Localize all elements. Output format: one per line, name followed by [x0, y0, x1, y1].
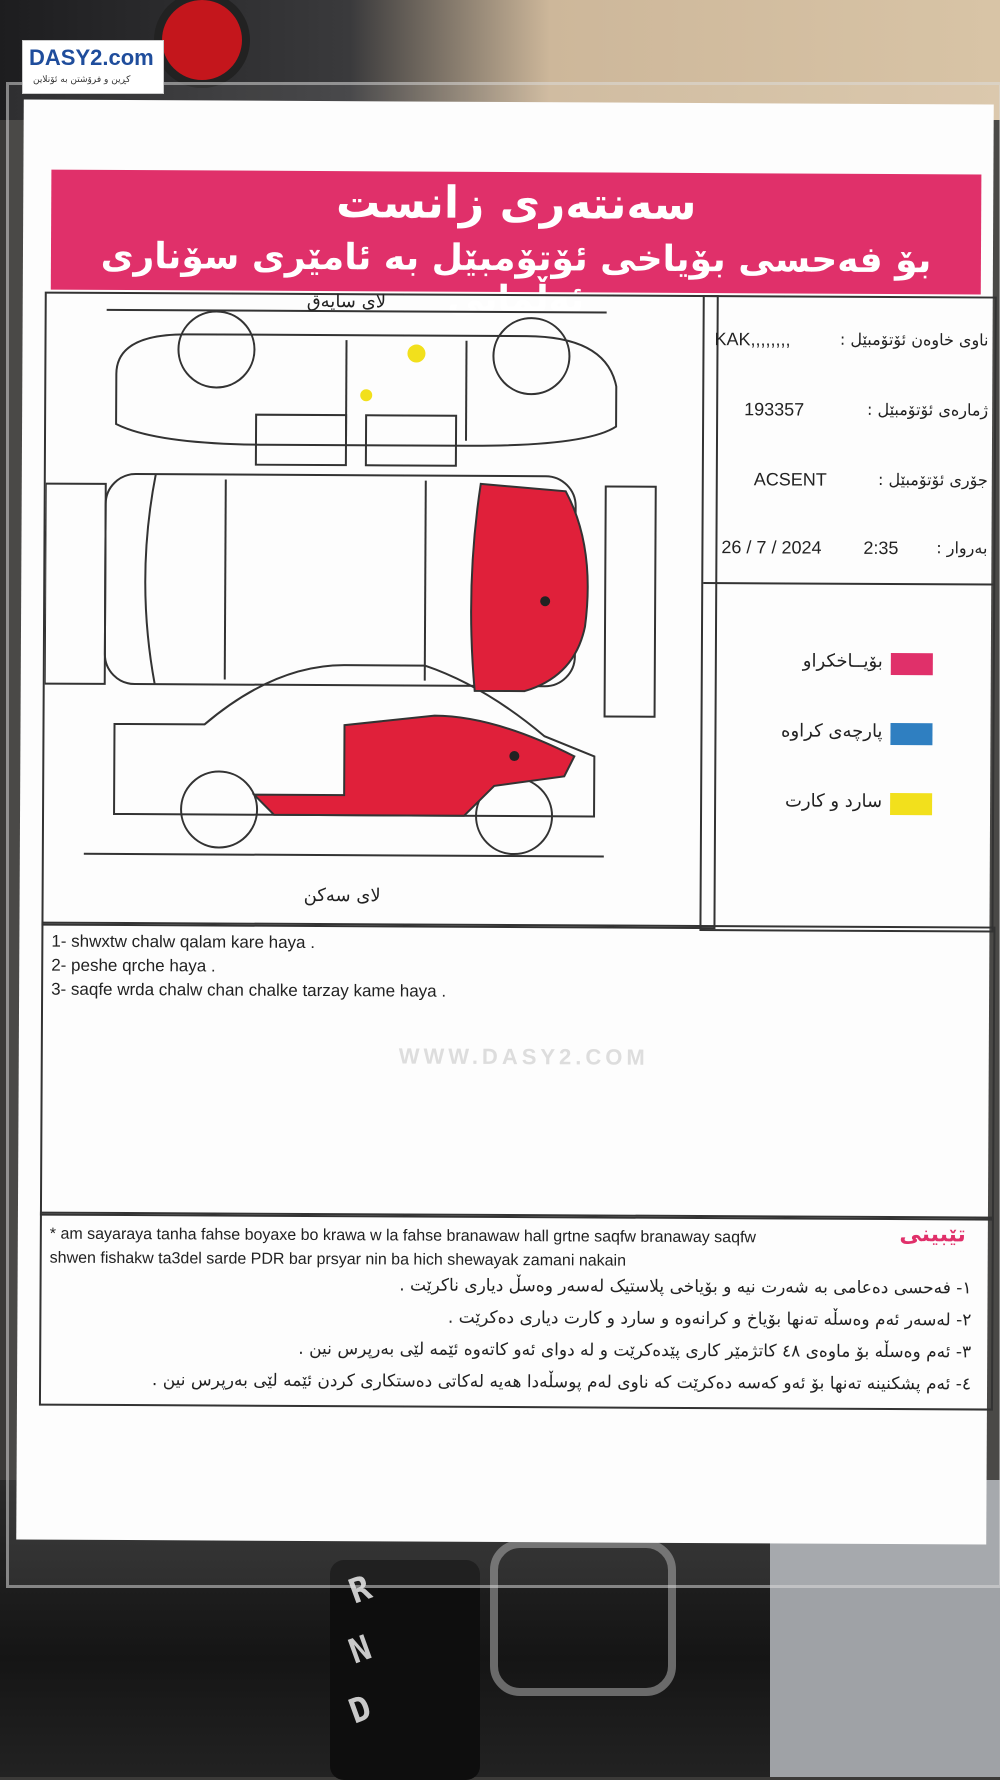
- terms-english-2: shwen fishakw ta3del sarde PDR bar prsyar nin ba hich shewayak zamani nakain: [49, 1249, 627, 1270]
- terms-line-1: ١- فەحسی دەعامی بە شەرت نیە و بۆیاخی پلاستیک لەسەر وەسڵ دیاری ناکرێت .: [399, 1275, 972, 1299]
- note-3: 3- saqfe wrda chalw chan chalke tarzay kame haya .: [51, 979, 447, 1001]
- legend-cold: [702, 782, 992, 824]
- type-label: جۆری ئۆتۆمبێل :: [877, 469, 988, 490]
- number-label: ژمارەی ئۆتۆمبێل :: [866, 399, 989, 420]
- legend-opened-swatch: [890, 723, 932, 745]
- legend-opened-label: پارچەی کراوە: [781, 720, 883, 742]
- number-row: [704, 387, 994, 439]
- date-value: 26 / 7 / 2024: [721, 537, 822, 558]
- note-2: 2- peshe qrche haya .: [51, 955, 216, 976]
- info-panel: [699, 295, 996, 933]
- dasy2-logo: [22, 40, 164, 94]
- legend-cold-swatch: [890, 793, 932, 815]
- driver-side-label: لای سایەق: [306, 290, 387, 313]
- gear-selector: R N D: [330, 1560, 480, 1780]
- legend-painted-label: بۆیــاخکراو: [802, 650, 883, 672]
- legend-opened: [702, 712, 992, 754]
- sheet-subtitle: بۆ فەحسی بۆیاخی ئۆتۆمبێل بە ئامێری سۆناری ئەڵمانی: [100, 235, 932, 321]
- logo-tagline: کڕین و فرۆشتن بە ئۆنلاین: [33, 75, 131, 85]
- inspection-sheet: [16, 99, 994, 1544]
- red-knob: [162, 0, 242, 80]
- terms-english-1: * am sayaraya tanha fahse boyaxe bo krawa w la fahse branawaw hall grtne saqfw branaway saqfw: [49, 1225, 757, 1247]
- note-1: 1- shwxtw chalw qalam kare haya .: [51, 931, 316, 953]
- legend-painted-swatch: [891, 653, 933, 675]
- date-label: بەروار :: [936, 538, 988, 558]
- car-diagram: [41, 292, 718, 930]
- car-outline-svg: [43, 294, 716, 927]
- terms-line-2: ٢- لەسەر ئەم وەسڵە تەنها بۆیاخ و کرانەوە و سارد و کارت دیاری دەکرێت .: [447, 1307, 972, 1331]
- time-value: 2:35: [863, 537, 899, 559]
- sheet-title: سەنتەری زانست: [335, 177, 697, 230]
- terms-line-3: ٣- ئەم وەسڵە بۆ ماوەی ٤٨ کاتژمێر کاری پێدەکرێت و لە دوای ئەو کاتەوە ئێمە لێی بەرپرس نین .: [298, 1338, 972, 1363]
- type-value: ACSENT: [753, 469, 827, 490]
- notes-box: [40, 922, 996, 1221]
- site-watermark: WWW.DASY2.COM: [398, 1043, 649, 1070]
- terms-line-4: ٤- ئەم پشکنینە تەنها بۆ ئەو کەسە دەکرێت کە ناوی لەم پوسڵەدا هەیە لەکاتی دەستکاری کردن ئێمە لێی بەرپرس نین .: [151, 1370, 972, 1395]
- owner-label: ناوی خاوەن ئۆتۆمبێل :: [839, 329, 989, 350]
- legend-painted: [703, 642, 993, 684]
- info-divider: [703, 582, 993, 586]
- passenger-side-label: لای سەکن: [303, 884, 381, 907]
- terms-title: تێبینی: [899, 1222, 966, 1248]
- owner-value: KAK,,,,,,,,: [714, 329, 791, 350]
- type-row: [704, 457, 994, 509]
- date-row: [703, 525, 993, 577]
- owner-row: [704, 317, 994, 369]
- logo-brand: DASY2.com: [29, 45, 154, 70]
- legend-cold-label: سارد و کارت: [784, 790, 883, 812]
- terms-box: [39, 1212, 994, 1411]
- number-value: 193357: [744, 399, 805, 420]
